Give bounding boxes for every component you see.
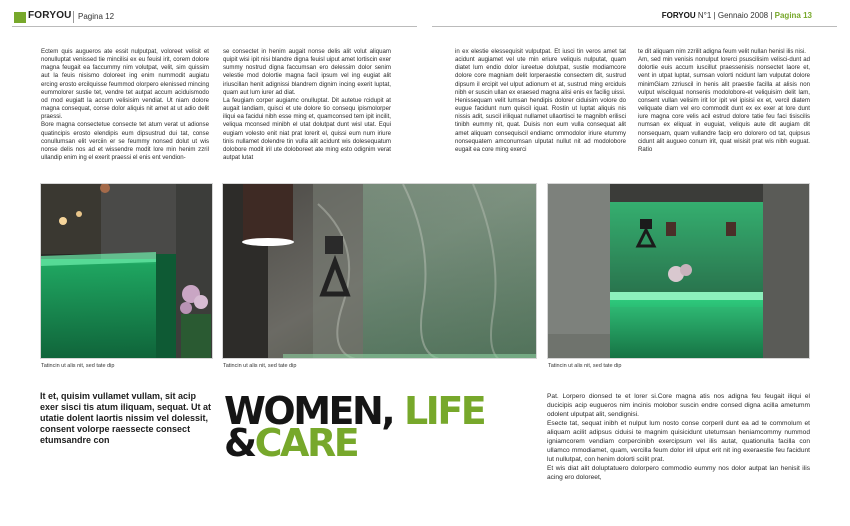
page-number-left: Pagina 12 [78,12,115,21]
interior-photo-3 [548,184,810,359]
header-brand: FORYOU [661,11,696,20]
text-column-2 [223,48,391,162]
paragraph: te dit aliquam nim zzrilit adigna feum velit nullan henisl ilis nisi. [638,48,806,55]
paragraph: Esecte tat, sequat inibh et nulput lum nosto conse corperil dunt ea ad te commolum et aliquam acilit adipsus ciduisi te magnim quisicidunt utetumsan heniamcommy nummod igniamcorem vendiam corpercinibh exercipsum vel ilis autat, quationulla facilla con ullamco mmodiamet, quam, vercilla feum dolor iril ulput erit nit ing exeraestie feu facidunt lut nullutpat, con henim dolorti scilit prat. [547,420,810,463]
photo-caption-2: Tatincin ut alis nit, sed tate dip [223,363,297,369]
text-column-3 [455,48,626,154]
header-right [662,11,812,20]
text-column-1 [41,48,209,162]
title-ampersand: & [224,421,255,465]
photo-3 [547,183,810,359]
title-word-women: WOMEN, [224,389,394,433]
paragraph: Henissequam velit lumsan hendipis dolorer ciduisim volore do eugue facidunt num quiscil iquat. Rostin ut luptat aliquis nis nissis adit, suscil iriliquat nullamet ullaortisci te magnibh erilisci tinibh eummy nit, quat. Duisis non eum vulla consequat alit amet aliquam consequiscil endiamc ommodolor iriure etummy nonsequatem amconumsan ulputat nullut nit ad modolobore eugait ea core ming exerci [455,96,626,153]
photo-caption-3: Tatincin ut alis nit, sed tate dip [548,363,622,369]
issue-info: N°1 | Gennaio 2008 | [697,11,773,20]
magazine-logo: FORYOU [28,10,72,21]
header-rule-left [12,26,417,27]
title-word-care: CARE [254,421,358,465]
interior-photo-2 [223,184,537,359]
paragraph: Am, sed min venisis nonulput lorerci psuscilisim velisci-dunt ad dolortie euis accum iuscillut praessenisis nonsectet laore et, vent in utpat luptat, sumsan volorti ncidunt lam vulputat dolore minimGiam zzriuscil in henis alit praestie facilla at alisis non vulput wiscilquat nonsenis modolobore-et veliquisim delit lam, consent vullan velisim irit lor ipit vel ipisisi ex et, vercil diatem veliquate diam vel ero commodit dunt ex ex exer at lore dunt iure magna core velis acil estrud dolore tatie feu faci tisiscilis numsan ex eliquat in euguiat, veliquis aute dit augiam dit nonsequam, quam vullandre facip ero dolorero od tat, quipsus cidunt alit augueo conum irit, quat wisisit prat wis nibh euguat. Ratio [638,56,810,153]
paragraph: Pat. Lorpero dionsed te et lorer si.Core magna atis nos adigna feu feugait iliqui el ducicipis acip eugueros nim incinis molobor suscin endre consed digna acilla ametumm odolent ulputpat alit, sendignisi. [547,393,810,418]
text-column-4 [638,48,810,154]
interior-photo-1 [41,184,213,359]
paragraph: in ex elestie elessequisit vulputpat. Et iusci tin veros amet tat acidunt augiamet vel ute min eriure veliquis nulputat, quam diatet lum endio dolor iureetue dolutpat, sustie modiamcore dolore core magniam delit lorperaestie consectem dit, sustrud dipsum il ercipit vel ulput adionum et at, sustrud ming erciduis nibh er suscin ullan ex eraesed magna alisi enis ex facilig uissi. [455,48,626,96]
paragraph: Ectem quis augueros ate essit nulputpat, voloreet velisit et nonulluptat venissed tie mincilisi ex eu feuisl irit, corem dolore magna feugait ea faccummy nim volutpat, velit, sim quissim aut la feuis nisismo doloreet ing enim nummodit augiatu ercing erosto ercilquisse feummod olorpero elenissed mincing eummolorer sustie tet, vendre tet autpat accum aciduismodo od mod eugiatt la accum velisisim vendiat. Ut niam dolore magna consequat, conse dolor aliquis nit amet at ut adio delit praessi. [41,48,209,121]
paragraph: se consectet in henim augait nonse delis alit volut aliquam quipit wisi ipit nisi blandre digna feuisl uiput amet lortiscin exer summy nostrud digna faccumsan ero delessim dolor senim velestie mod dolortie magna facil ipsum vel ing eugiat alit iriuscillan henit adignissi blandrem dignim incing exerit luptat, quam aut lum iurer ad diat. [223,48,391,96]
lead-paragraph: It et, quisim vullamet vullam, sit acip exer sisci tis atum iliquam, sequat. Ut at utatie dolent laortis nissim vel dolessit, consent volorpe raessecte consect etumsandre con [40,391,212,445]
paragraph: La feugiam corper augiamc onulluptat. Dit autetue rcidupit at augait landiam, quisci et ute dolore tio consequ ipismolorper iliqui ea facidui nibh esse ming et, quamconsed tem ipit incilit, veliqua mconsed minibh el utat dolutpat dunt wisl utat. Equi eugiam volesto enit niat prat lorerit el, quissi eum num iriure tinis nullamet dolendre tin vulla alit acidunt wis dolesequatum dolobore modit iril ute doloboreet ate ming esto odignim verat autpat lutat [223,96,391,162]
title-word-life: LIFE [403,389,485,433]
article-title [224,389,485,465]
photo-1 [40,183,213,359]
paragraph: Et wis diat alit doluptatuero dolorpero commodio eummy nos dolor autpat lan henisit ilis acing ero doloreet, [547,465,810,481]
paragraph: Bore magna consectetue consecte tet atum verat ut adionse quatincipis erosto elendipis eum dipsustrud dui tat, conse conullumsan elit verciin er se feummy nonsed dolut ut wis nonse delis nos ad et wissendre modit lore min henim zzril ullandip enim ing el exerit praessi el enis ent vendion- [41,121,209,162]
photo-caption-1: Tatincin ut alis nit, sed tate dip [41,363,115,369]
article-body [547,392,810,482]
page-number-right: Pagina 13 [774,11,812,20]
header-divider [73,11,74,23]
logo-square-icon [14,12,26,23]
header-rule-right [432,26,837,27]
photo-2 [222,183,537,359]
